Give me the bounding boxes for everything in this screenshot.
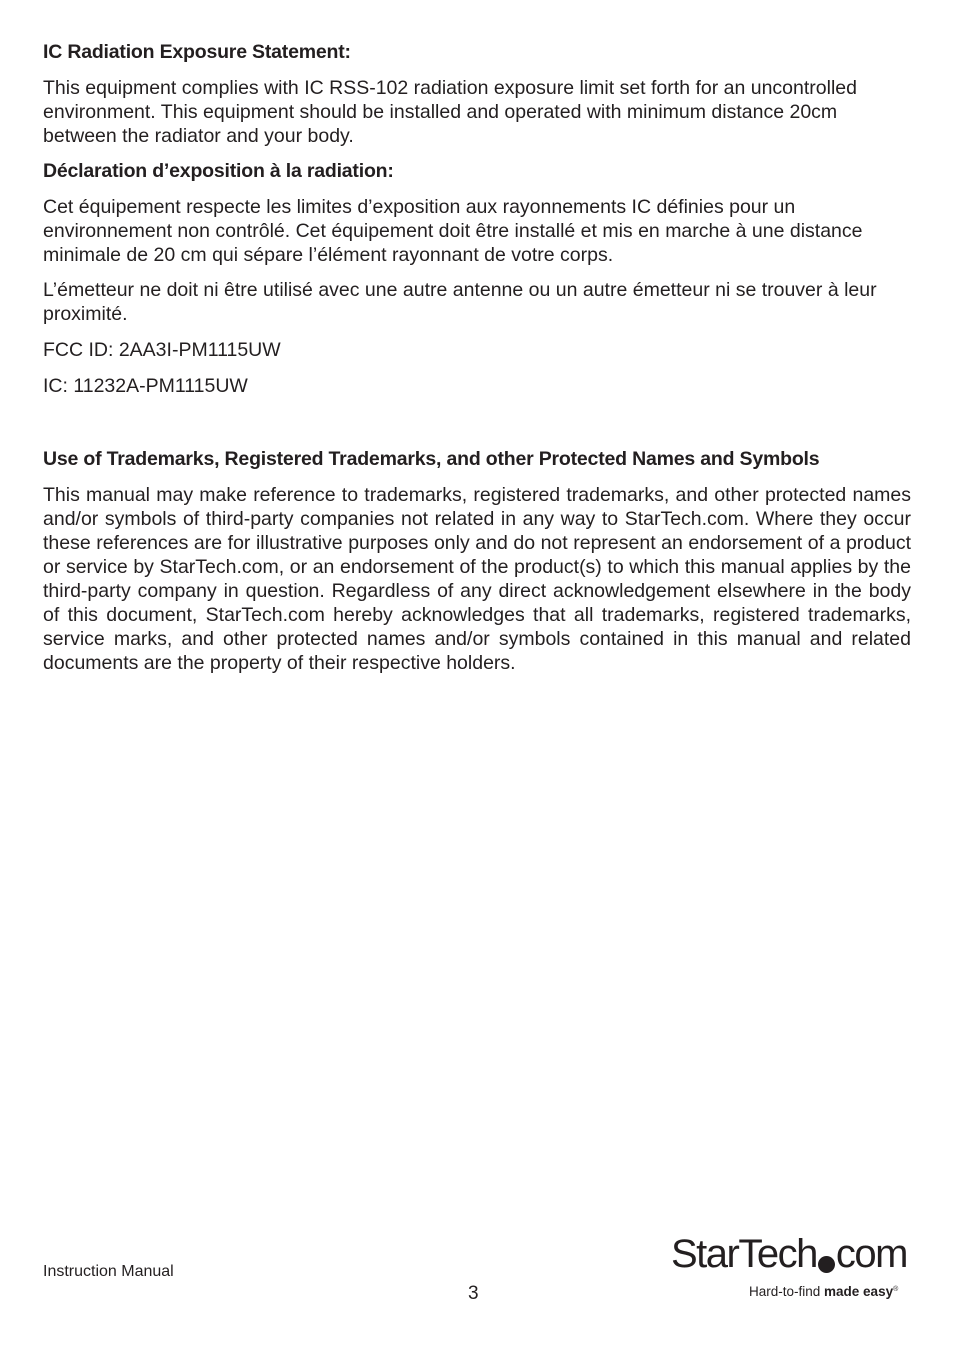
- ic-body: This equipment complies with IC RSS-102 radiation exposure limit set forth for an uncontrolled environment. This equipment should be installed and operated with minimum distance 20cm between the radiator and your body.: [43, 77, 857, 147]
- registered-mark: ®: [893, 1286, 899, 1293]
- trademarks-body: This manual may make reference to trademarks, registered trademarks, and other protected names and/or symbols of third-party companies not related in any way to StarTech.com. Where they occur these references are for illustrative purposes only and do not represent an endorsement of a product or service by StarTech.com, or an endorsement of the product(s) to which this manual applies by the third-party company in question. Regardless of any direct acknowledgement elsewhere in the body of this document, StarTech.com hereby acknowledges that all trademarks, registered trademarks, service marks, and other protected names and/or symbols contained in this manual and related documents are the property of their respective holders.: [43, 484, 911, 674]
- tagline-light: Hard-to-find: [749, 1284, 825, 1299]
- fr-heading: Déclaration d’exposition à la radiation:: [43, 160, 394, 182]
- logo-suffix: com: [835, 1232, 907, 1276]
- trademarks-heading: Use of Trademarks, Registered Trademarks, and other Protected Names and Symbols: [43, 448, 820, 470]
- logo-tagline: [749, 1281, 898, 1301]
- tagline-bold: made easy: [824, 1284, 894, 1299]
- ic-id: IC: 11232A-PM1115UW: [43, 375, 248, 397]
- page-number: 3: [468, 1283, 479, 1304]
- startech-logo: [671, 1232, 911, 1306]
- logo-dot-icon: [818, 1256, 835, 1273]
- logo-brand: StarTech: [671, 1232, 817, 1276]
- logo-wordmark: [671, 1232, 907, 1276]
- fr-body-1: Cet équipement respecte les limites d’exposition aux rayonnements IC définies pour un environnement non contrôlé. Cet équipement doit être installé et mis en marche à une distance minimale de 20 cm qui sépare l’élément rayonnant de votre corps.: [43, 196, 863, 266]
- fr-body-2: L’émetteur ne doit ni être utilisé avec une autre antenne ou un autre émetteur ni se trouver à leur proximité.: [43, 279, 877, 325]
- fcc-id: FCC ID: 2AA3I-PM1115UW: [43, 339, 281, 361]
- footer-label: Instruction Manual: [43, 1263, 174, 1280]
- ic-heading: IC Radiation Exposure Statement:: [43, 41, 351, 63]
